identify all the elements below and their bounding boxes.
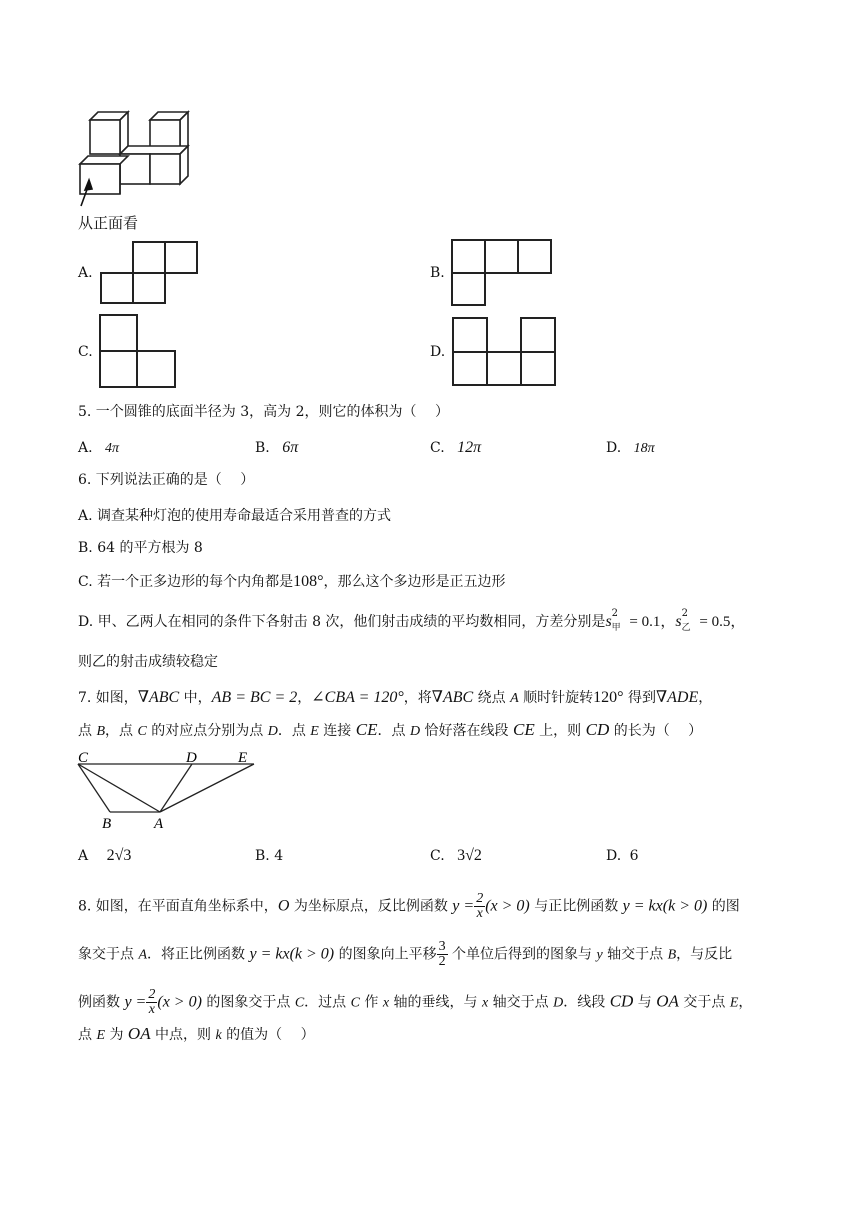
q5-option-d-label: D.: [606, 440, 622, 456]
q8-text: ．过点: [304, 994, 351, 1011]
cube-top-left: [90, 112, 128, 154]
q6-option-d: [78, 608, 746, 633]
q8-text: 为: [105, 1027, 128, 1043]
q8-text: ．线段: [563, 994, 610, 1011]
q7-point: D: [267, 724, 278, 739]
q7-label-d: D: [186, 750, 197, 766]
q7-label-e: E: [238, 750, 248, 766]
q8-line4: [78, 1024, 315, 1046]
q8-text: ．将正比例函数: [147, 946, 250, 963]
q7-degree: 120°: [593, 689, 624, 706]
q7-text: 恰好落在线段: [420, 723, 513, 739]
q8-point: C: [294, 995, 305, 1011]
q5-option-a: [78, 438, 119, 459]
q8-text: 交于点: [678, 994, 730, 1011]
q5-option-c: [430, 438, 481, 458]
q6-c-text: C. 若一个正多边形的每个内角都是: [78, 574, 294, 590]
q7-option-b: [255, 846, 283, 866]
q8-text: 象交于点: [78, 946, 139, 963]
option-b-label: B.: [430, 265, 445, 281]
q8-text: ，: [738, 994, 753, 1011]
q7-text: 的长为（ ）: [609, 723, 703, 739]
q7-point: A: [510, 691, 519, 706]
q6-d-text: D. 甲、乙两人在相同的条件下各射击 8 次，他们射击成绩的平均数相同，方差分别是: [78, 614, 606, 630]
q7-point: E: [310, 724, 319, 739]
q5-stem: 5. 一个圆锥的底面半径为 3，高为 2，则它的体积为（ ）: [78, 404, 449, 420]
q8-segment: OA: [127, 1024, 151, 1043]
q8-text: 的图象向上平移: [334, 946, 437, 963]
q7-text: ．点: [277, 723, 311, 739]
q6-d-s1-val: = 0.1，: [625, 614, 676, 630]
q8-point: B: [667, 947, 677, 963]
option-a-figure: [100, 240, 200, 304]
q8-text: 的值为（ ）: [221, 1027, 315, 1043]
q8-text: 与正比例函数: [529, 898, 623, 915]
q8-text: 轴的垂线，与: [389, 994, 482, 1011]
q7-option-d: [606, 846, 639, 866]
q5-option-d-value: 18π: [633, 441, 655, 456]
option-b-figure: [451, 238, 553, 306]
q7-segment: CE: [355, 720, 378, 739]
q5-option-c-value: 12π: [457, 439, 482, 456]
q8-point: E: [729, 995, 739, 1011]
q7-text: 得到: [623, 690, 656, 706]
q7-segment: CE: [512, 720, 535, 739]
q7-angle: ∠CBA = 120°: [311, 689, 404, 706]
q7-label-b: B: [102, 816, 112, 832]
q7-option-b-label: B.: [255, 848, 270, 864]
q8-text: 例函数: [78, 994, 125, 1011]
q8-fraction: $\frac{3}{2}$: [438, 939, 446, 969]
q8-text: 点: [78, 1027, 97, 1043]
q8-text: 轴交于点: [602, 946, 668, 963]
q7-label-c: C: [78, 750, 89, 766]
q8-text: 与: [633, 994, 657, 1011]
q8-fraction: $\frac{2}{x}$: [148, 987, 156, 1017]
q8-text: ，与反比: [676, 946, 733, 963]
option-c-label: C.: [78, 344, 93, 360]
q6-d-s2-sup: 2: [681, 608, 688, 619]
q6-d-s2: s: [675, 613, 682, 630]
q8-point: C: [350, 995, 360, 1011]
q7-segment: CD: [585, 720, 610, 739]
q7-text: 顺时针旋转: [518, 690, 594, 706]
cube-stack-figure: [75, 108, 205, 208]
q6-c-angle: 108°: [293, 573, 324, 590]
q7-text: 绕点: [473, 690, 511, 706]
q8-math: y = kx(k > 0): [622, 897, 708, 915]
q7-line1: [78, 688, 712, 709]
q7-text: 上，则: [534, 723, 586, 739]
q7-text: 中，: [179, 690, 212, 706]
q7-option-a-label: A: [78, 848, 89, 864]
q8-text: 的图: [707, 898, 740, 915]
q7-option-c: [430, 846, 482, 866]
q6-option-b: B. 64 的平方根为 8: [78, 540, 203, 556]
q7-triangle-abc: ∇ABC: [137, 689, 180, 706]
q8-line2: [78, 940, 732, 969]
q7-text: ，将: [403, 690, 432, 706]
q8-math: (x > 0): [157, 993, 202, 1011]
option-d-label: D.: [430, 344, 446, 360]
q8-line3: [78, 988, 752, 1017]
q7-option-d-value: 6: [629, 848, 639, 864]
q8-text: 中点，则: [150, 1027, 216, 1043]
q7-text: ，: [297, 690, 312, 706]
q7-label-a: A: [154, 816, 164, 832]
q7-line2: [78, 720, 702, 742]
q8-point: E: [96, 1028, 106, 1043]
q8-text: 的图象交于点: [201, 994, 295, 1011]
q8-segment: OA: [656, 991, 679, 1011]
q6-c-text2: ，那么这个多边形是正五边形: [323, 574, 506, 590]
q8-math: y =: [124, 993, 147, 1011]
q8-math: (x > 0): [485, 897, 530, 915]
q8-math: y = kx(k > 0): [249, 945, 335, 963]
q8-math: x: [382, 995, 390, 1011]
q7-text: 的对应点分别为点: [146, 723, 268, 739]
figure-caption: 从正面看: [78, 214, 139, 232]
q6-d-s1-sup: 2: [611, 608, 619, 619]
q8-math: y =: [452, 897, 475, 915]
q5-option-c-label: C.: [430, 440, 445, 456]
q5-option-d: [606, 438, 655, 459]
q5-option-b-value: 6π: [282, 439, 299, 456]
q7-text: 点: [78, 723, 97, 739]
q8-segment: CD: [609, 991, 634, 1011]
q7-text: 7. 如图，: [78, 690, 138, 706]
option-c-figure: [99, 314, 177, 388]
q8-math: y: [596, 947, 603, 963]
option-d-figure: [452, 317, 558, 387]
q7-option-c-value: 3√2: [457, 847, 482, 864]
q8-text: 个单位后得到的图象与: [447, 946, 597, 963]
q7-option-a: [78, 846, 131, 866]
q7-equation: AB = BC = 2: [211, 689, 298, 706]
q7-point: D: [409, 724, 421, 739]
q5-option-a-label: A.: [78, 440, 93, 456]
q8-math: k: [215, 1028, 222, 1043]
q7-option-d-label: D.: [606, 848, 622, 864]
q7-point: C: [137, 724, 147, 739]
q5-option-b: [255, 438, 298, 458]
q7-option-a-value: 2√3: [106, 847, 132, 864]
q6-d-s1-sub: 甲: [611, 623, 621, 633]
q8-text: 为坐标原点，反比例函数: [289, 898, 453, 915]
q7-text: ，点: [105, 723, 138, 739]
q8-point: D: [553, 995, 564, 1011]
q8-fraction: $\frac{2}{x}$: [476, 891, 484, 921]
q6-d-s2-val: = 0.5，: [695, 614, 746, 630]
q6-option-a: A. 调查某种灯泡的使用寿命最适合采用普查的方式: [78, 508, 392, 524]
q7-text: ，: [698, 690, 713, 706]
q8-math: x: [482, 995, 489, 1011]
q6-option-c: [78, 572, 506, 592]
q7-triangle-abc: ∇ABC: [431, 689, 474, 706]
q8-point: O: [277, 897, 290, 915]
q7-triangle-ade: ∇ADE: [655, 689, 699, 706]
option-a-label: A.: [78, 265, 93, 281]
q8-text: 轴交于点: [488, 994, 554, 1011]
q7-triangle-figure: [76, 748, 276, 838]
q6-option-d-line2: 则乙的射击成绩较稳定: [78, 654, 218, 670]
q8-text: 8. 如图，在平面直角坐标系中，: [78, 898, 278, 915]
q5-option-a-value: 4π: [105, 441, 120, 456]
q7-point: B: [96, 724, 106, 739]
q7-text: 连接: [318, 723, 356, 739]
q7-text: ．点: [377, 723, 410, 739]
q6-d-s1: s: [605, 613, 612, 630]
q6-d-s2-sub: 乙: [681, 623, 691, 633]
q7-option-c-label: C.: [430, 848, 445, 864]
q8-text: 作: [359, 994, 383, 1011]
q8-line1: [78, 892, 740, 921]
q5-option-b-label: B.: [255, 440, 270, 456]
q8-point: A: [138, 947, 148, 963]
q7-option-b-value: 4: [274, 848, 284, 864]
q6-stem: 6. 下列说法正确的是（ ）: [78, 472, 255, 488]
